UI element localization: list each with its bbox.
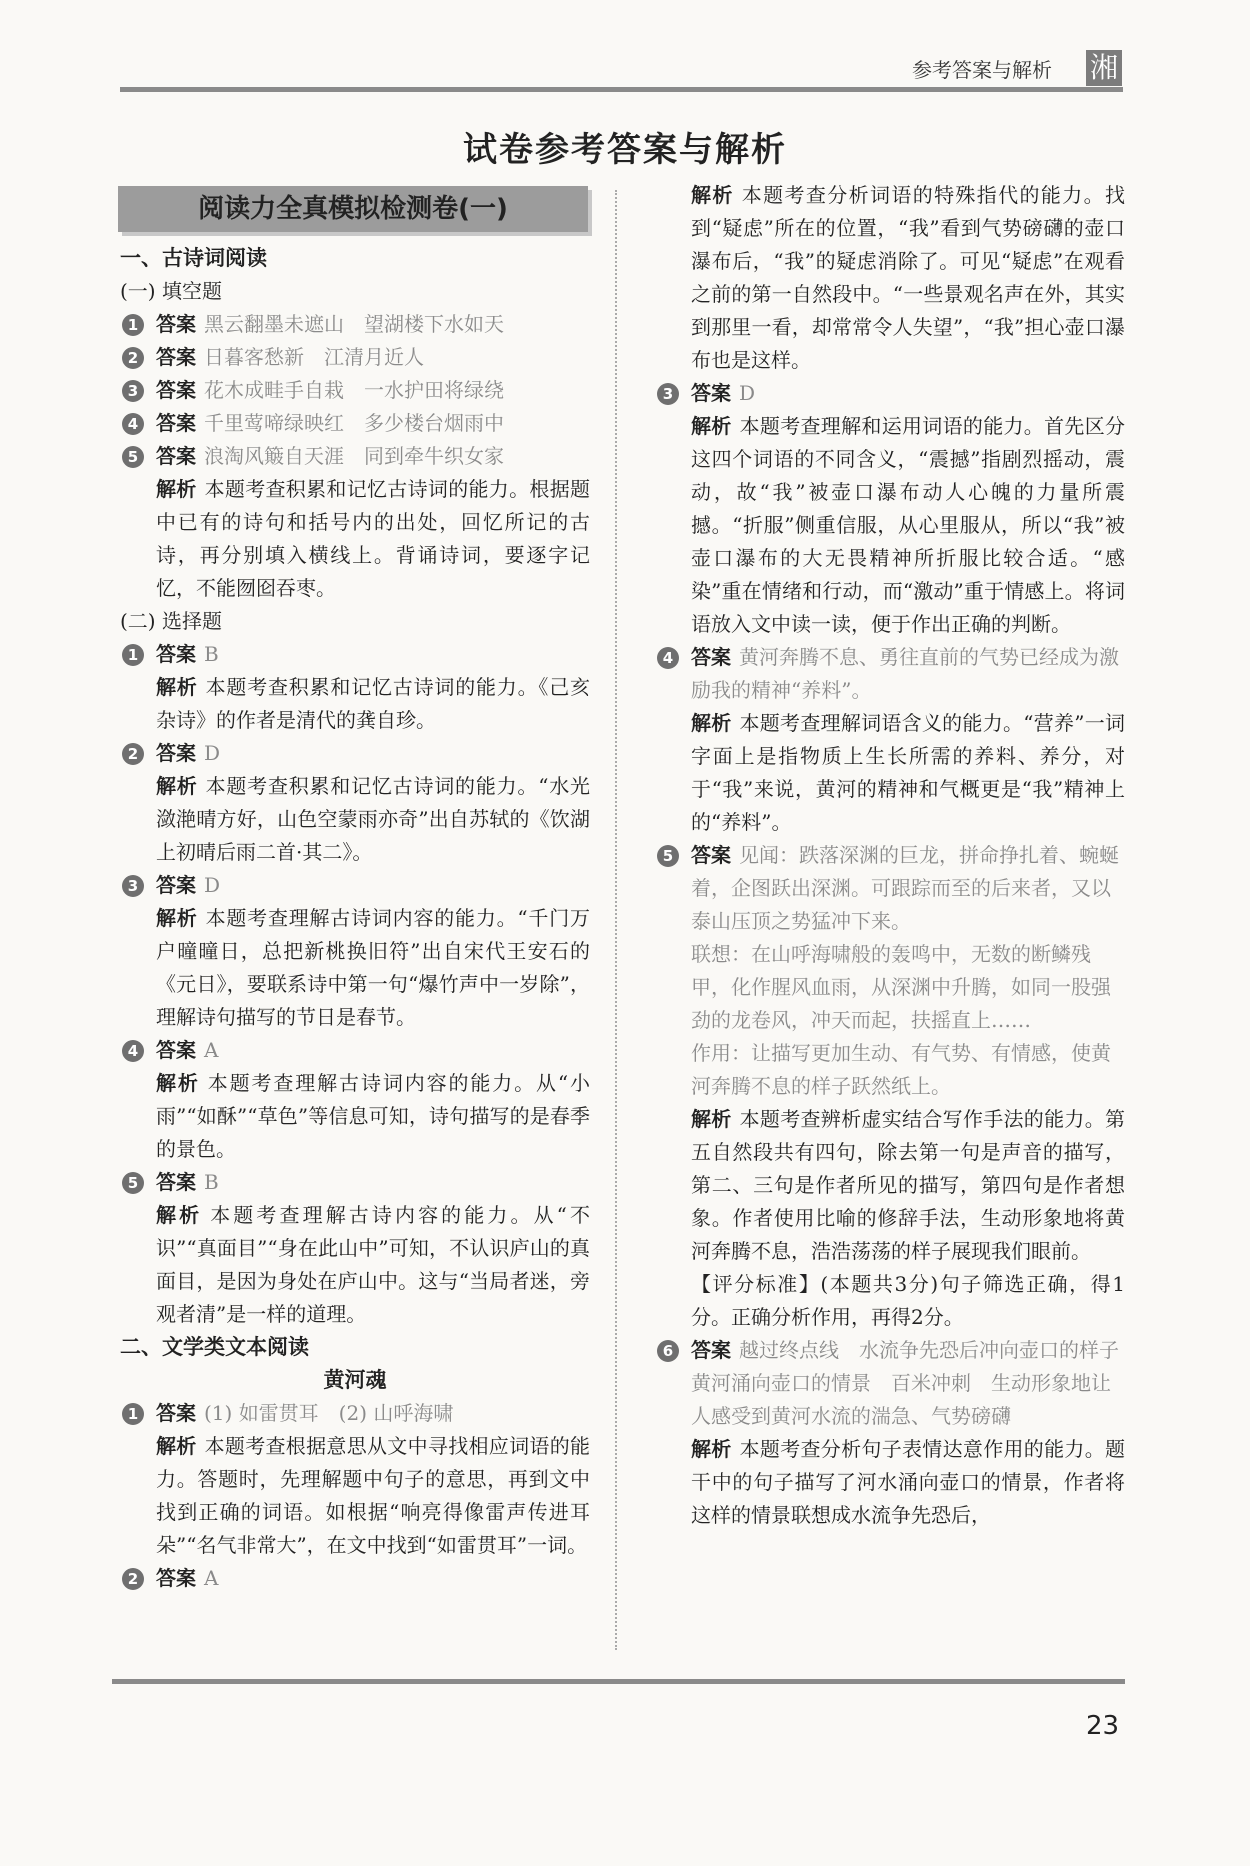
explanation-text: 本题考查理解词语含义的能力。“营养”一词字面上是指物质上生长所需的养料、养分，对于“我”来说，黄河的精神和气概更是“我”精神上的“养料”。 [691, 711, 1125, 834]
number-badge: 5 [122, 1172, 144, 1194]
answer-item [120, 374, 590, 407]
answer-value: D [204, 741, 221, 765]
answer-tag: 答案 [156, 411, 196, 435]
answer-tag: 答案 [691, 1338, 731, 1362]
answer-value: D [204, 873, 221, 897]
answer-value: (1) 如雷贯耳 (2) 山呼海啸 [204, 1401, 454, 1425]
explanation [120, 1067, 590, 1166]
explanation-tag: 解析 [156, 1071, 200, 1095]
answer-item [120, 638, 590, 671]
answer-tag: 答案 [156, 312, 196, 336]
scoring-standard: 【评分标准】(本题共3分)句子筛选正确，得1分。正确分析作用，再得2分。 [691, 1272, 1125, 1329]
answer-tag: 答案 [156, 1170, 196, 1194]
answer-tag: 答案 [156, 1401, 196, 1425]
explanation [655, 410, 1125, 641]
number-badge: 2 [122, 1568, 144, 1590]
answer-value: 浪淘风簸自天涯 同到牵牛织女家 [204, 444, 504, 468]
explanation [120, 671, 590, 737]
number-badge: 3 [657, 383, 679, 405]
answer-item [120, 1397, 590, 1430]
explanation-tag: 解析 [156, 1434, 197, 1458]
explanation-text: 本题考查根据意思从文中寻找相应词语的能力。答题时，先理解题中句子的意思，再到文中找到正确的词语。如根据“响亮得像雷声传进耳朵”“名气非常大”，在文中找到“如雷贯耳”一词。 [156, 1434, 591, 1557]
explanation-tag: 解析 [691, 183, 734, 207]
answer-item [120, 1034, 590, 1067]
top-rule [120, 87, 1123, 92]
explanation [655, 179, 1125, 377]
answer-tag: 答案 [156, 873, 196, 897]
number-badge: 2 [122, 743, 144, 765]
header-label: 参考答案与解析 [912, 58, 1052, 82]
left-column [120, 242, 590, 1595]
explanation-tag: 解析 [156, 675, 198, 699]
answer-value: B [204, 1170, 219, 1194]
number-badge: 4 [657, 647, 679, 669]
answer-value: 黑云翻墨未遮山 望湖楼下水如天 [204, 312, 504, 336]
answer-value: 见闻：跌落深渊的巨龙，拼命挣扎着、蜿蜒着，企图跃出深渊。可跟踪而至的后来者，又以泰山压顶之势猛冲下来。 [691, 843, 1119, 933]
page-number: 23 [1086, 1711, 1120, 1741]
answer-value: 黄河奔腾不息、勇往直前的气势已经成为激励我的精神“养料”。 [691, 645, 1119, 702]
answer-item [655, 377, 1125, 410]
explanation-text: 本题考查分析词语的特殊指代的能力。找到“疑虑”所在的位置，“我”看到气势磅礴的壶口瀑布后，“我”的疑虑消除了。可见“疑虑”在观看之前的第一自然段中。“一些景观名声在外，其实到那里一看，却常常令人失望”，“我”担心壶口瀑布也是这样。 [691, 183, 1126, 372]
explanation [120, 1199, 590, 1331]
explanation-tag: 解析 [691, 414, 732, 438]
number-badge: 1 [122, 314, 144, 336]
explanation [120, 902, 590, 1034]
explanation-text: 本题考查积累和记忆古诗词的能力。《己亥杂诗》的作者是清代的龚自珍。 [156, 675, 591, 732]
explanation-text: 本题考查理解古诗词内容的能力。“千门万户曈曈日，总把新桃换旧符”出自宋代王安石的《元日》，要联系诗中第一句“爆竹声中一岁除”，理解诗句描写的节日是春节。 [156, 906, 590, 1029]
answer-tag: 答案 [156, 345, 196, 369]
answer-tag: 答案 [156, 642, 196, 666]
section-heading: 二、文学类文本阅读 [120, 1335, 309, 1359]
answer-value: A [204, 1038, 219, 1062]
answer-tag: 答案 [156, 741, 196, 765]
explanation [120, 1430, 590, 1562]
explanation [655, 707, 1125, 839]
explanation-tag: 解析 [156, 477, 197, 501]
number-badge: 3 [122, 875, 144, 897]
answer-item [120, 308, 590, 341]
number-badge: 1 [122, 1403, 144, 1425]
answer-item [120, 1562, 590, 1595]
explanation-text: 本题考查辨析虚实结合写作手法的能力。第五自然段共有四句，除去第一句是声音的描写，第二、三句是作者所见的描写，第四句是作者想象。作者使用比喻的修辞手法，生动形象地将黄河奔腾不息，浩浩荡荡的样子展现我们眼前。 [691, 1107, 1126, 1263]
answer-tag: 答案 [156, 1038, 196, 1062]
answer-tag: 答案 [156, 444, 196, 468]
answer-item [120, 341, 590, 374]
right-column [655, 179, 1139, 1532]
explanation [120, 473, 590, 605]
explanation-text: 本题考查积累和记忆古诗词的能力。根据题中已有的诗句和括号内的出处，回忆所记的古诗，再分别填入横线上。背诵诗词，要逐字记忆，不能囫囵吞枣。 [156, 477, 591, 600]
answer-item [655, 1334, 1139, 1433]
explanation-tag: 解析 [156, 1203, 203, 1227]
answer-value: 越过终点线 水流争先恐后冲向壶口的样子 黄河涌向壶口的情景 百米冲刺 生动形象地让人感受到黄河水流的湍急、气势磅礴 [691, 1338, 1139, 1428]
explanation-text: 本题考查理解古诗词内容的能力。从“小雨”“如酥”“草色”等信息可知，诗句描写的是春季的景色。 [156, 1071, 590, 1161]
answer-continuation: 联想：在山呼海啸般的轰鸣中，无数的断鳞残甲，化作腥风血雨，从深渊中升腾，如同一股强劲的龙卷风，冲天而起，扶摇直上…… [691, 942, 1111, 1032]
number-badge: 4 [122, 413, 144, 435]
number-badge: 5 [657, 845, 679, 867]
explanation [655, 1103, 1125, 1268]
explanation-tag: 解析 [691, 711, 732, 735]
answer-item [655, 641, 1125, 707]
explanation [120, 770, 590, 869]
explanation-tag: 解析 [691, 1107, 732, 1131]
explanation-text: 本题考查积累和记忆古诗词的能力。“水光潋滟晴方好，山色空蒙雨亦奇”出自苏轼的《饮湖上初晴后雨二首·其二》。 [156, 774, 590, 864]
answer-item [120, 407, 590, 440]
explanation-tag: 解析 [156, 774, 198, 798]
answer-tag: 答案 [691, 381, 731, 405]
page-title: 试卷参考答案与解析 [463, 130, 787, 170]
sub-heading: (二) 选择题 [120, 609, 222, 633]
number-badge: 3 [122, 380, 144, 402]
explanation-text: 本题考查理解古诗内容的能力。从“不识”“真面目”“身在此山中”可知，不认识庐山的真面目，是因为身处在庐山中。这与“当局者迷，旁观者清”是一样的道理。 [156, 1203, 590, 1326]
column-divider [615, 190, 617, 1650]
explanation-tag: 解析 [156, 906, 198, 930]
answer-value: 日暮客愁新 江清月近人 [204, 345, 424, 369]
answer-value: B [204, 642, 219, 666]
answer-tag: 答案 [156, 378, 196, 402]
explanation [655, 1433, 1125, 1532]
header-mark: 湘 [1086, 50, 1122, 86]
explanation-tag: 解析 [691, 1437, 732, 1461]
answer-item [120, 440, 590, 473]
answer-item [120, 737, 590, 770]
number-badge: 2 [122, 347, 144, 369]
number-badge: 1 [122, 644, 144, 666]
answer-value: 千里莺啼绿映红 多少楼台烟雨中 [204, 411, 504, 435]
number-badge: 6 [657, 1340, 679, 1362]
answer-item [120, 869, 590, 902]
answer-item [120, 1166, 590, 1199]
sub-heading: (一) 填空题 [120, 279, 222, 303]
bottom-rule [112, 1679, 1125, 1684]
answer-tag: 答案 [156, 1566, 196, 1590]
answer-value: 花木成畦手自栽 一水护田将绿绕 [204, 378, 504, 402]
answer-value: A [204, 1566, 219, 1590]
number-badge: 5 [122, 446, 144, 468]
exam-banner: 阅读力全真模拟检测卷(一) [118, 186, 588, 232]
explanation-text: 本题考查分析句子表情达意作用的能力。题干中的句子描写了河水涌向壶口的情景，作者将这样的情景联想成水流争先恐后， [691, 1437, 1126, 1527]
answer-tag: 答案 [691, 645, 731, 669]
number-badge: 4 [122, 1040, 144, 1062]
explanation-text: 本题考查理解和运用词语的能力。首先区分这四个词语的不同含义，“震撼”指剧烈摇动，震动，故“我”被壶口瀑布动人心魄的力量所震撼。“折服”侧重信服，从心里服从，所以“我”被壶口瀑布的大无畏精神所折服比较合适。“感染”重在情绪和行动，而“激动”重于情感上。将词语放入文中读一读，便于作出正确的判断。 [691, 414, 1126, 636]
answer-item [655, 839, 1125, 938]
section-heading: 一、古诗词阅读 [120, 246, 267, 270]
answer-value: D [739, 381, 756, 405]
answer-continuation: 作用：让描写更加生动、有气势、有情感，使黄河奔腾不息的样子跃然纸上。 [691, 1041, 1111, 1098]
answer-tag: 答案 [691, 843, 731, 867]
passage-title: 黄河魂 [323, 1368, 387, 1392]
